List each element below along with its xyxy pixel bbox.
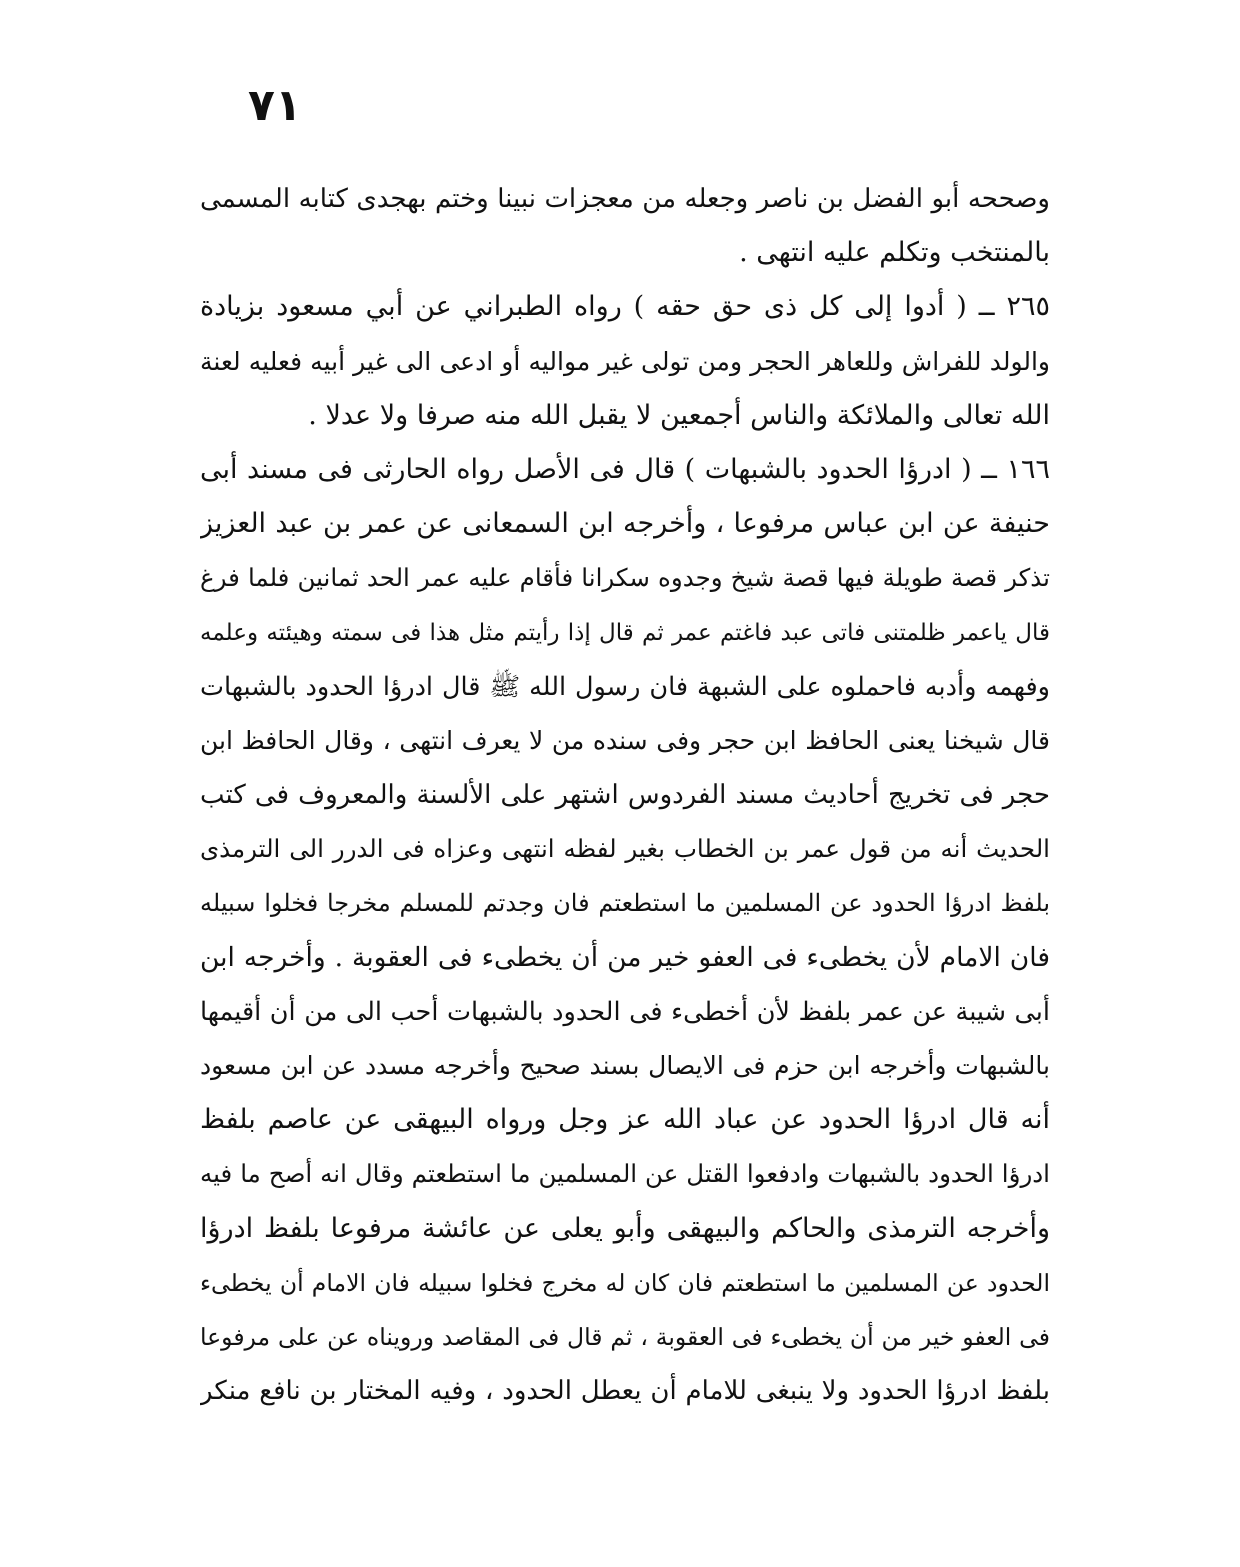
- text-line: وصححه أبو الفضل بن ناصر وجعله من معجزات نبينا وختم بهجدى كتابه المسمى: [200, 184, 1050, 214]
- text-line: وأخرجه الترمذى والحاكم والبيهقى وأبو يعلى عن عائشة مرفوعا بلفظ ادرؤا: [200, 1212, 1050, 1244]
- text-line: ٢٦٥ ــ ( أدوا إلى كل ذى حق حقه ) رواه الطبراني عن أبي مسعود بزيادة: [200, 291, 1050, 323]
- text-line: والولد للفراش وللعاهر الحجر ومن تولى غير مواليه أو ادعى الى غير أبيه فعليه لعنة: [200, 346, 1050, 376]
- text-line: فى العفو خير من أن يخطىء فى العقوبة ، ثم قال فى المقاصد ورويناه عن على مرفوعا: [200, 1322, 1050, 1351]
- text-line: حنيفة عن ابن عباس مرفوعا ، وأخرجه ابن السمعانى عن عمر بن عبد العزيز: [200, 508, 1050, 540]
- text-line: أبى شيبة عن عمر بلفظ لأن أخطىء فى الحدود بالشبهات أحب الى من أن أقيمها: [200, 996, 1050, 1027]
- text-line: الحدود عن المسلمين ما استطعتم فان كان له مخرج فخلوا سبيله فان الامام أن يخطىء: [200, 1268, 1050, 1297]
- text-line: بلفظ ادرؤا الحدود عن المسلمين ما استطعتم فان وجدتم للمسلم مخرجا فخلوا سبيله: [200, 889, 1050, 918]
- text-line: قال شيخنا يعنى الحافظ ابن حجر وفى سنده من لا يعرف انتهى ، وقال الحافظ ابن: [200, 725, 1050, 755]
- text-line: الحديث أنه من قول عمر بن الخطاب بغير لفظه انتهى وعزاه فى الدرر الى الترمذى: [200, 834, 1050, 864]
- text-line: ١٦٦ ــ ( ادرؤا الحدود بالشبهات ) قال فى الأصل رواه الحارثى فى مسند أبى: [200, 453, 1050, 485]
- page-number: ٧١: [248, 80, 302, 131]
- text-line: حجر فى تخريج أحاديث مسند الفردوس اشتهر على الألسنة والمعروف فى كتب: [200, 780, 1050, 811]
- text-line: وفهمه وأدبه فاحملوه على الشبهة فان رسول الله ﷺ قال ادرؤا الحدود بالشبهات: [200, 671, 1050, 702]
- text-line: ادرؤا الحدود بالشبهات وادفعوا القتل عن المسلمين ما استطعتم وقال انه أصح ما فيه: [200, 1159, 1050, 1189]
- text-line: بالشبهات وأخرجه ابن حزم فى الايصال بسند صحيح وأخرجه مسدد عن ابن مسعود: [200, 1051, 1050, 1080]
- text-line: تذكر قصة طويلة فيها قصة شيخ وجدوه سكرانا فأقام عليه عمر الحد ثمانين فلما فرغ: [200, 563, 1050, 593]
- text-line: بلفظ ادرؤا الحدود ولا ينبغى للامام أن يعطل الحدود ، وفيه المختار بن نافع منكر: [200, 1376, 1050, 1407]
- text-line: بالمنتخب وتكلم عليه انتهى .: [739, 237, 1050, 269]
- text-line: قال ياعمر ظلمتنى فاتى عبد فاغتم عمر ثم قال إذا رأيتم مثل هذا فى سمته وهيئته وعلمه: [200, 619, 1050, 646]
- text-line: أنه قال ادرؤا الحدود عن عباد الله عز وجل ورواه البيهقى عن عاصم بلفظ: [200, 1104, 1050, 1136]
- text-line: فان الامام لأن يخطىء فى العفو خير من أن يخطىء فى العقوبة . وأخرجه ابن: [200, 941, 1050, 973]
- body-text: [200, 172, 1050, 1418]
- text-line: الله تعالى والملائكة والناس أجمعين لا يقبل الله منه صرفا ولا عدلا .: [308, 399, 1050, 431]
